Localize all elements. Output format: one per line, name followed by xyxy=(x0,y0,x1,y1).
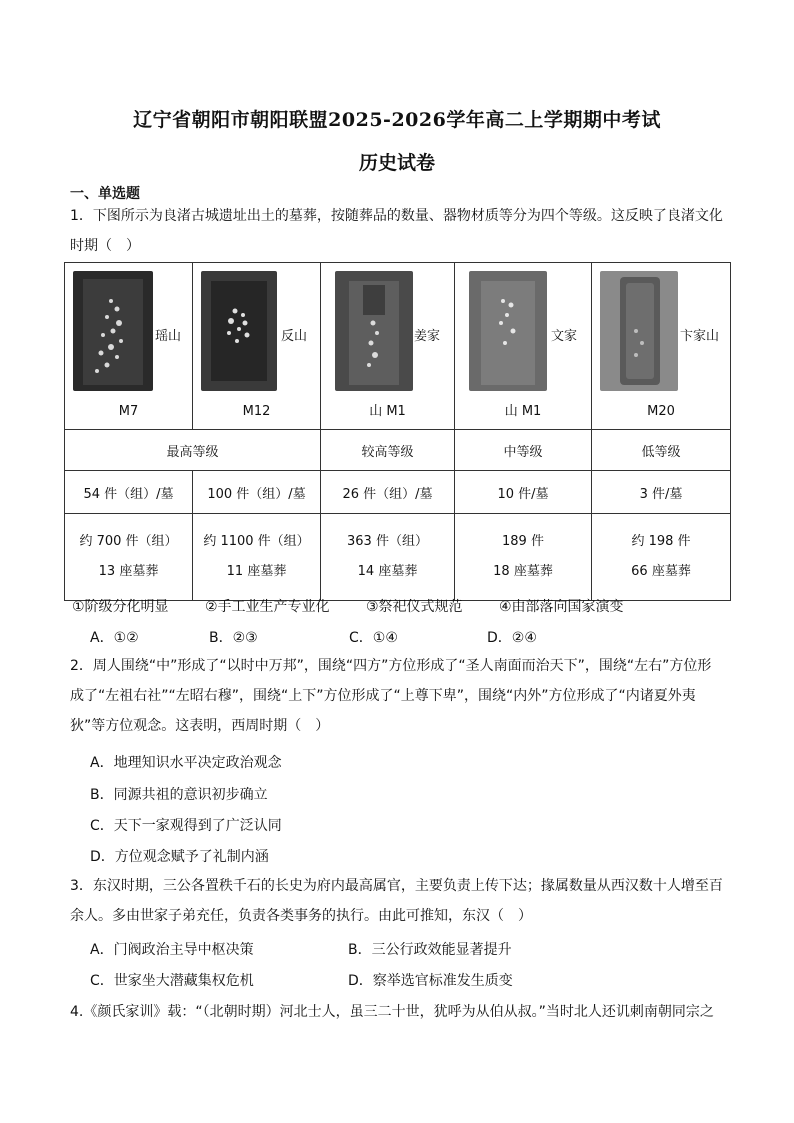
question-4-stem: 4.《颜氏家训》载：“（北朝时期）河北士人，虽三二十世，犹呼为从伯从叔。”当时北人还讥刺南朝同宗之 xyxy=(70,1004,714,1020)
q1-option-a[interactable]: A．①② xyxy=(90,630,139,646)
exam-title: 辽宁省朝阳市朝阳联盟2025-2026学年高二上学期期中考试 xyxy=(133,109,661,131)
site-label: 反山 xyxy=(281,329,308,344)
section-heading: 一、单选题 xyxy=(70,186,140,202)
statement-2: ②手工业生产专业化 xyxy=(205,599,330,615)
avg-items-cell: 26 件（组）/墓 xyxy=(321,471,455,514)
tomb-cell-2 xyxy=(193,263,321,430)
q2-option-b[interactable]: B．同源共祖的意识初步确立 xyxy=(90,787,268,803)
total-cell xyxy=(193,514,321,601)
tomb-label: M7 xyxy=(118,404,139,419)
tomb-cell-1 xyxy=(65,263,193,430)
total-items: 约 1100 件（组） xyxy=(203,534,310,549)
site-label: 瑶山 xyxy=(155,329,182,344)
avg-items-cell: 3 件/墓 xyxy=(592,471,731,514)
total-items: 约 700 件（组） xyxy=(79,534,178,549)
question-2-stem: 2．周人围绕“中”形成了“以时中万邦”，围绕“四方”方位形成了“圣人南面而治天下”，围绕“左右”方位形成了“左祖右社”“左昭右穆”，围绕“上下”方位形成了“上尊下卑”，围绕“内外”方位形成了“内诸夏外夷狄”等方位观念。这表明，西周时期（ ） xyxy=(70,658,712,734)
total-cell xyxy=(321,514,455,601)
tomb-count: 11 座墓葬 xyxy=(226,564,287,579)
tomb-cell-3 xyxy=(321,263,455,430)
total-cell xyxy=(592,514,731,601)
tomb-label: 山 M1 xyxy=(369,404,406,419)
grade-cell: 最高等级 xyxy=(65,430,321,471)
q1-option-b[interactable]: B．②③ xyxy=(209,630,258,646)
grade-cell: 中等级 xyxy=(455,430,592,471)
statement-1: ①阶级分化明显 xyxy=(72,599,169,615)
q3-option-c[interactable]: C．世家坐大潜藏集权危机 xyxy=(90,973,254,989)
tomb-cell-5 xyxy=(592,263,731,430)
question-3-stem: 3．东汉时期，三公各置秩千石的长史为府内最高属官，主要负责上传下达；掾属数量从西汉数十人增至百余人。多由世家子弟充任，负责各类事务的执行。由此可推知，东汉（ ） xyxy=(70,878,723,924)
tomb-photo-jiangjiashan xyxy=(335,271,413,391)
avg-items-cell: 54 件（组）/墓 xyxy=(65,471,193,514)
grade-cell: 低等级 xyxy=(592,430,731,471)
site-label: 姜家 xyxy=(414,329,441,344)
tomb-label: M12 xyxy=(242,404,271,419)
question-1-stem: 1．下图所示为良渚古城遗址出土的墓葬，按随葬品的数量、器物材质等分为四个等级。这反映了良渚文化时期（ ） xyxy=(70,208,723,254)
q3-option-a[interactable]: A．门阀政治主导中枢决策 xyxy=(90,942,254,958)
total-items: 363 件（组） xyxy=(347,534,428,549)
tomb-photo-bianjiashan xyxy=(600,271,678,391)
total-cell xyxy=(455,514,592,601)
tomb-cell-4 xyxy=(455,263,592,430)
tomb-count: 13 座墓葬 xyxy=(98,564,159,579)
tomb-photo-fanshan xyxy=(201,271,277,391)
tomb-table xyxy=(64,262,731,601)
q1-option-c[interactable]: C．①④ xyxy=(349,630,398,646)
total-cell xyxy=(65,514,193,601)
total-items: 约 198 件 xyxy=(631,534,691,549)
q2-option-c[interactable]: C．天下一家观得到了广泛认同 xyxy=(90,818,282,834)
total-items: 189 件 xyxy=(502,534,544,549)
tomb-count: 66 座墓葬 xyxy=(631,564,691,579)
tomb-count: 18 座墓葬 xyxy=(493,564,553,579)
tomb-count: 14 座墓葬 xyxy=(357,564,418,579)
q1-option-d[interactable]: D．②④ xyxy=(487,630,537,646)
exam-subtitle: 历史试卷 xyxy=(358,152,435,174)
q2-option-a[interactable]: A．地理知识水平决定政治观念 xyxy=(90,755,282,771)
statement-4: ④由部落向国家演变 xyxy=(499,599,624,615)
q3-option-d[interactable]: D．察举选官标准发生质变 xyxy=(348,973,513,989)
site-label: 卞家山 xyxy=(680,329,720,344)
q2-option-d[interactable]: D．方位观念赋予了礼制内涵 xyxy=(90,849,269,865)
avg-items-cell: 100 件（组）/墓 xyxy=(193,471,321,514)
tomb-label: M20 xyxy=(647,404,675,419)
tomb-label: 山 M1 xyxy=(504,404,542,419)
statement-3: ③祭祀仪式规范 xyxy=(366,599,463,615)
avg-items-cell: 10 件/墓 xyxy=(455,471,592,514)
tomb-photo-yaoshan xyxy=(73,271,153,391)
q3-option-b[interactable]: B．三公行政效能显著提升 xyxy=(348,942,512,958)
tomb-photo-wenjiashan xyxy=(469,271,547,391)
grade-cell: 较高等级 xyxy=(321,430,455,471)
site-label: 文家 xyxy=(551,329,578,344)
